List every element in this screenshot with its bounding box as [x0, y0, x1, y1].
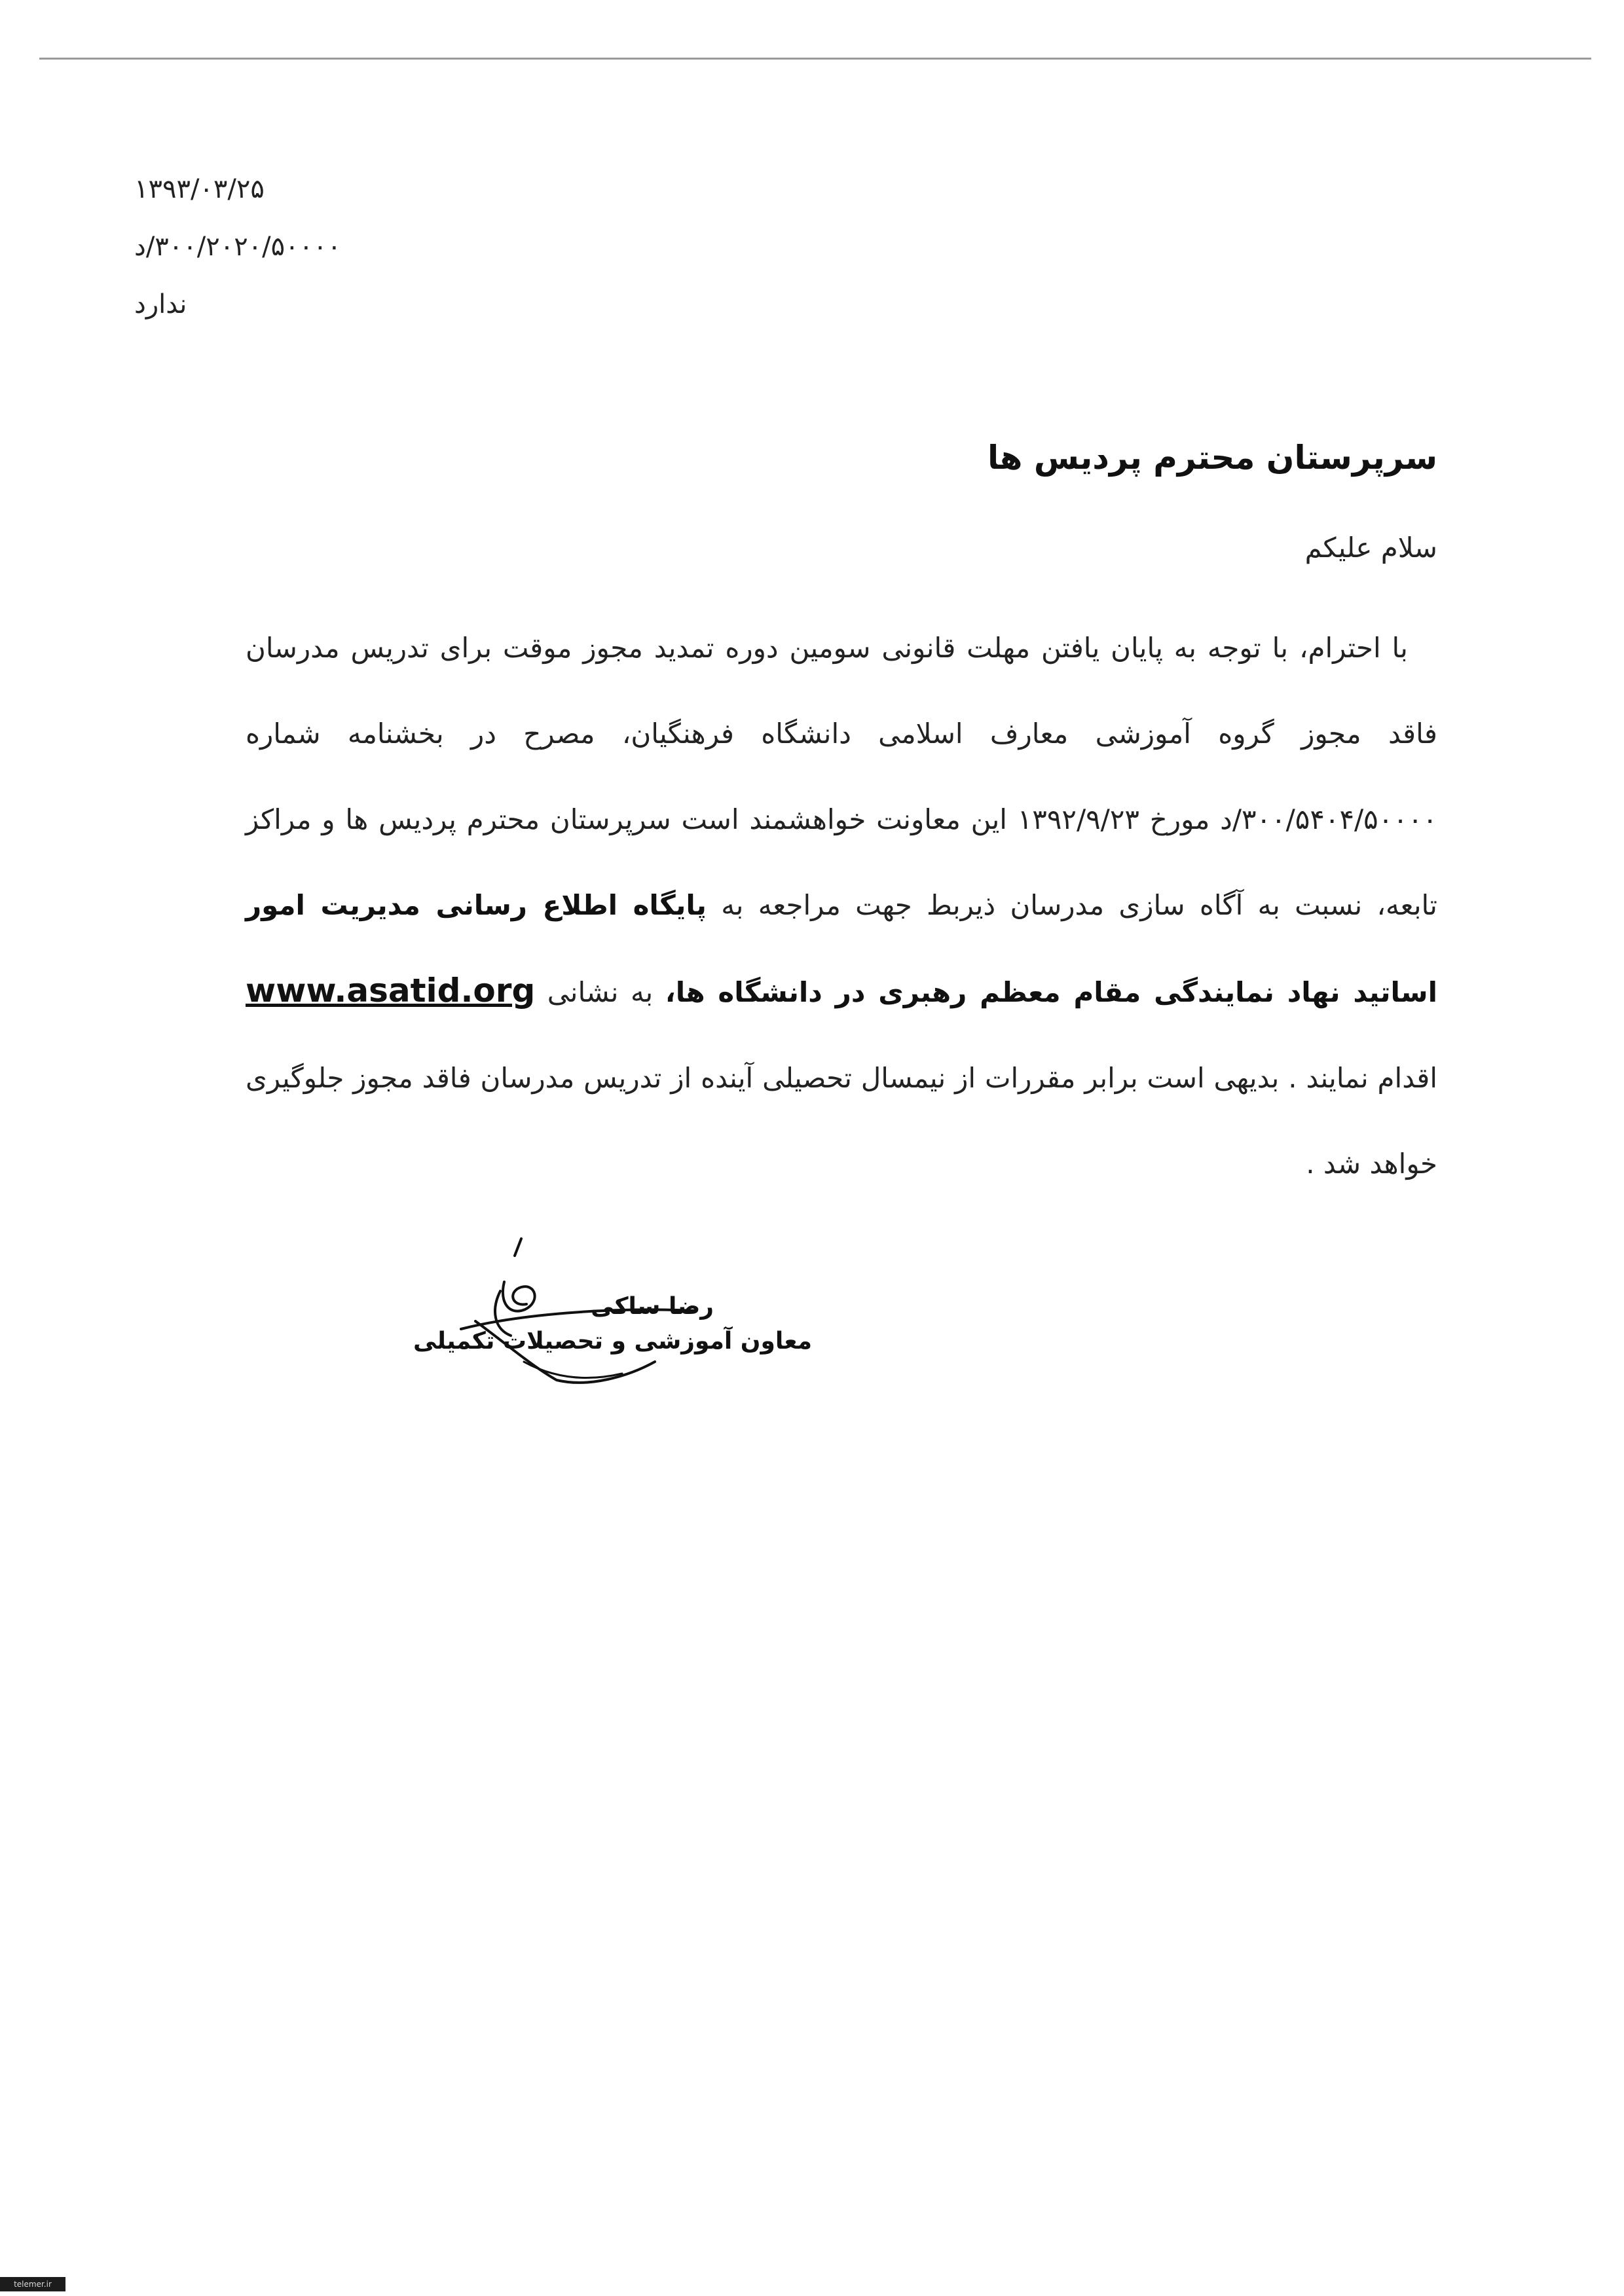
body-bold-text: پایگاه اطلاع رسانی مدیریت امور اساتید نهاد نمایندگی مقام معظم رهبری در دانشگاه ها،	[246, 889, 1437, 1008]
top-divider	[39, 58, 1591, 60]
footer-watermark-logo: telemer.ir	[0, 2277, 65, 2291]
letter-greeting: سلام علیکم	[1304, 532, 1437, 564]
website-link[interactable]: www.asatid.org	[246, 972, 536, 1010]
signature-block	[413, 1231, 812, 1401]
letter-date: ۱۳۹۳/۰۳/۲۵	[134, 174, 265, 204]
letter-attachment: ندارد	[134, 289, 187, 319]
body-text-part3: اقدام نمایند . بدیهی است برابر مقررات از نیمسال تحصیلی آینده از تدریس مدرسان فاقد مجوز جلوگیری خواهد شد .	[246, 1062, 1437, 1180]
letter-addressee: سرپرستان محترم پردیس ها	[987, 439, 1437, 477]
body-text-part2: به نشانی	[547, 976, 654, 1008]
letter-body	[246, 605, 1437, 1207]
signer-title: معاون آموزشی و تحصیلات تکمیلی	[413, 1328, 812, 1355]
signer-name: رضا ساکی	[591, 1293, 714, 1320]
letter-meta	[134, 160, 383, 333]
body-text-part1: با احترام، با توجه به پایان یافتن مهلت قانونی سومین دوره تمدید مجوز موقت برای تدریس مدرسان فاقد مجوز گروه آموزشی معارف اسلامی دانشگاه فرهنگیان، مصرح در بخشنامه شماره ۳۰۰/۵۴۰۴/۵۰۰۰۰/د مورخ ۱۳۹۲/۹/۲۳ این معاونت خواهشمند است سرپرستان محترم پردیس ها و مراکز تابعه، نسبت به آگاه سازی مدرسان ذیربط جهت مراجعه به	[246, 632, 1437, 921]
letter-reference-number: ۳۰۰/۲۰۲۰/۵۰۰۰۰/د	[134, 232, 342, 262]
